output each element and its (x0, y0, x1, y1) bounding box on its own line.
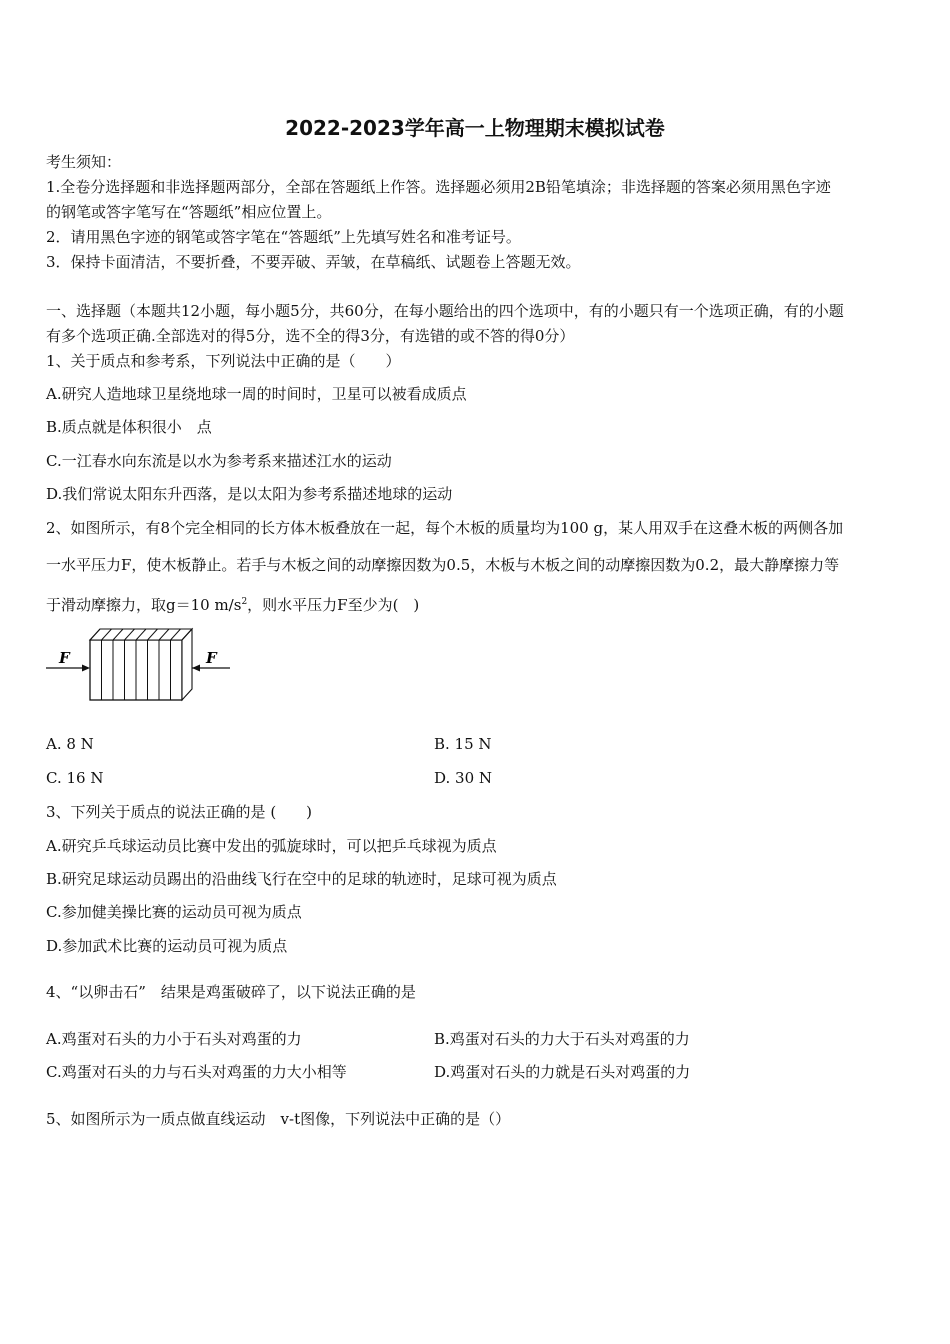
q4-option-d: D.鸡蛋对石头的力就是石头对鸡蛋的力 (434, 1063, 691, 1081)
q4-option-c: C.鸡蛋对石头的力与石头对鸡蛋的力大小相等 (46, 1063, 347, 1081)
right-force-arrow-head (192, 665, 200, 672)
notice-item-1-line-2: 的钢笔或答字笔写在“答题纸”相应位置上。 (46, 203, 332, 221)
notice-item-3: 3．保持卡面清洁，不要折叠，不要弄破、弄皱，在草稿纸、试题卷上答题无效。 (46, 253, 581, 271)
q4-stem: 4、“以卵击石” 结果是鸡蛋破碎了，以下说法正确的是 (46, 983, 416, 1001)
q3-option-d: D.参加武术比赛的运动员可视为质点 (46, 937, 288, 955)
q1-stem: 1、关于质点和参考系，下列说法中正确的是（ ） (46, 352, 401, 370)
q2-option-b: B. 15 N (434, 735, 492, 753)
page-title: 2022-2023学年高一上物理期末模拟试卷 (285, 116, 665, 140)
q2-stem-line-3-text: 于滑动摩擦力，取g＝10 m/s (46, 596, 242, 614)
section-heading-line-2: 有多个选项正确.全部选对的得5分，选不全的得3分，有选错的或不答的得0分） (46, 327, 575, 345)
board-stack-side (182, 629, 192, 700)
q3-option-c: C.参加健美操比赛的运动员可视为质点 (46, 903, 302, 921)
q3-stem: 3、下列关于质点的说法正确的是 ( ) (46, 803, 313, 821)
notice-heading: 考生须知： (46, 153, 122, 171)
q3-option-b: B.研究足球运动员踢出的沿曲线飞行在空中的足球的轨迹时，足球可视为质点 (46, 870, 557, 888)
section-heading-line-1: 一、选择题（本题共12小题，每小题5分，共60分，在每小题给出的四个选项中，有的小题只有一个选项正确，有的小题 (46, 302, 844, 320)
left-force-arrow-head (82, 665, 90, 672)
notice-item-1-line-1: 1.全卷分选择题和非选择题两部分，全部在答题纸上作答。选择题必须用2B铅笔填涂；非选择题的答案必须用黑色字迹 (46, 178, 831, 196)
board-dividers (102, 640, 171, 700)
q1-option-a: A.研究人造地球卫星绕地球一周的时间时，卫星可以被看成质点 (46, 385, 467, 403)
left-force-label: F (59, 649, 70, 667)
right-force-label: F (206, 649, 217, 667)
q2-stem-superscript: 2 (241, 597, 248, 607)
q4-option-a: A.鸡蛋对石头的力小于石头对鸡蛋的力 (46, 1030, 302, 1048)
q2-stem-line-2: 一水平压力F，使木板静止。若手与木板之间的动摩擦因数为0.5，木板与木板之间的动摩擦因数为0.2，最大静摩擦力等 (46, 556, 840, 574)
q2-stem-line-3-tail: ，则水平压力F至少为( ) (247, 596, 420, 614)
q1-option-d: D.我们常说太阳东升西落，是以太阳为参考系描述地球的运动 (46, 485, 453, 503)
notice-item-2: 2．请用黑色字迹的钢笔或答字笔在“答题纸”上先填写姓名和准考证号。 (46, 228, 521, 246)
q2-option-d: D. 30 N (434, 769, 493, 787)
q2-stem-line-3 (46, 592, 419, 615)
q1-option-b: B.质点就是体积很小 点 (46, 418, 212, 436)
q5-stem: 5、如图所示为一质点做直线运动 v-t图像，下列说法中正确的是（） (46, 1110, 511, 1128)
q4-option-b: B.鸡蛋对石头的力大于石头对鸡蛋的力 (434, 1030, 690, 1048)
stacked-boards-figure (44, 626, 244, 706)
q2-stem-line-1: 2、如图所示，有8个完全相同的长方体木板叠放在一起，每个木板的质量均为100 g，某人用双手在这叠木板的两侧各加 (46, 519, 844, 537)
q1-option-c: C.一江春水向东流是以水为参考系来描述江水的运动 (46, 452, 392, 470)
q2-option-c: C. 16 N (46, 769, 104, 787)
q3-option-a: A.研究乒乓球运动员比赛中发出的弧旋球时，可以把乒乓球视为质点 (46, 837, 497, 855)
q2-option-a: A. 8 N (46, 735, 94, 753)
